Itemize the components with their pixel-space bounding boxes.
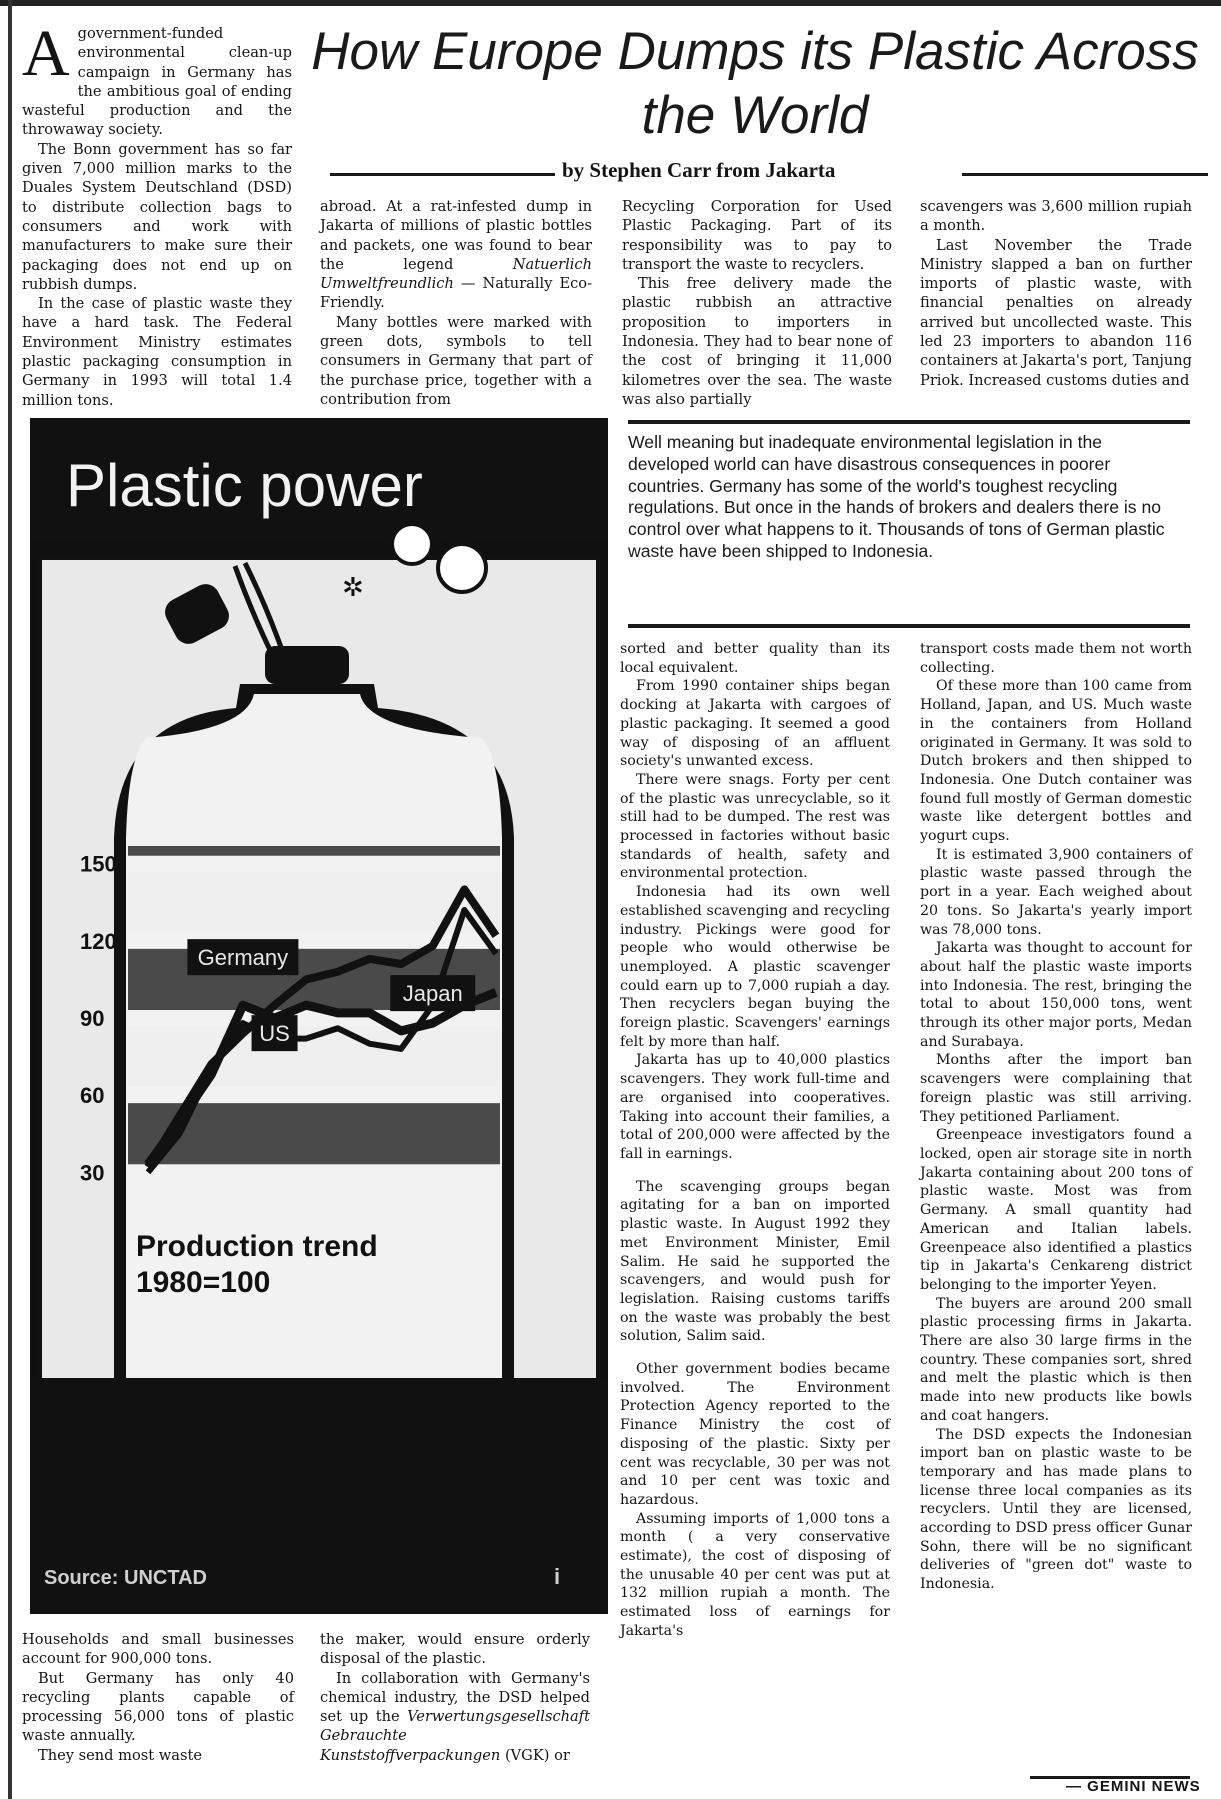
paragraph: Jakarta has up to 40,000 plastics scavengers. They work full-time and are organised into cooperatives. Taking into account their families, a total of 200,000 were affected by the fall in earnings.	[620, 1052, 890, 1162]
paragraph: In collaboration with Germany's chemical industry, the DSD helped set up the Verwertungsgesellschaft Gebrauchte Kunststoffverpackungen (VGK) or	[320, 1669, 590, 1764]
paragraph: scavengers was 3,600 million rupiah a month.	[920, 198, 1192, 235]
paragraph: Recycling Corporation for Used Plastic Packaging. Part of its responsibility was to pay to transport the waste to recyclers.	[622, 198, 892, 273]
y-tick-label: 120	[80, 928, 117, 954]
column-3-top	[622, 197, 892, 409]
chart-stripe	[128, 846, 500, 856]
paragraph: the maker, would ensure orderly disposal of the plastic.	[320, 1631, 590, 1668]
paragraph: This free delivery made the plastic rubbish an attractive proposition to importers in Indonesia. They had to bear none of the cost of bringing it 11,000 kilometres over the sea. The waste was also partially	[622, 275, 892, 408]
paragraph: Households and small businesses account for 900,000 tons.	[22, 1631, 294, 1668]
series-label-germany: Germany	[197, 945, 289, 971]
column-1-bottom	[22, 1630, 294, 1765]
y-tick-label: 60	[80, 1083, 105, 1109]
graphic-mark: i	[554, 1564, 561, 1589]
series-label-us: US	[259, 1021, 290, 1047]
byline: by Stephen Carr from Jakarta	[562, 158, 836, 182]
column-2-bottom	[320, 1630, 590, 1765]
paragraph: The scavenging groups began agitating for a ban on imported plastic waste. In August 1992 they met Environment Minister, Emil Salim. He said he supported the scavengers, and would push for legislation. Raising customs tariffs on the waste was probably the best solution, Salim said.	[620, 1178, 890, 1345]
paragraph: transport costs made them not worth collecting.	[920, 641, 1192, 676]
paragraph: Jakarta was thought to account for about half the plastic waste imports into Indonesia. The rest, bringing the total to about 150,000 tons, went through its other major ports, Medan and Surabaya.	[920, 940, 1192, 1050]
paragraph: But Germany has only 40 recycling plants capable of processing 56,000 tons of plastic waste annually.	[22, 1669, 294, 1745]
left-rule	[8, 0, 12, 1799]
y-tick-label: 90	[80, 1006, 105, 1031]
german-org-name: Verwertungsgesellschaft Gebrauchte Kunststoffverpackungen	[320, 1708, 590, 1764]
paragraph: Many bottles were marked with green dots, symbols to tell consumers in Germany that part of the purchase price, together with a contribution from	[320, 313, 592, 408]
paragraph: In the case of plastic waste they have a hard task. The Federal Environment Ministry estimates plastic packaging consumption in Germany in 1993 will total 1.4 million tons.	[22, 295, 292, 409]
bottle-neck	[265, 646, 349, 684]
paragraph: Of these more than 100 came from Holland, Japan, and US. Much waste in the containers from Holland originated in Germany. It was sold to Dutch brokers and then shipped to Indonesia. One Dutch container was found full mostly of German domestic waste like detergent bottles and yogurt cups.	[920, 678, 1192, 845]
paragraph: Months after the import ban scavengers were complaining that foreign plastic was still arriving. They petitioned Parliament.	[920, 1052, 1192, 1125]
y-tick-label: 30	[80, 1160, 105, 1186]
paragraph: It is estimated 3,900 containers of plastic waste passed through the port in a year. Each weighed about 20 tons. So Jakarta's yearly import was 78,000 tons.	[920, 846, 1192, 938]
paragraph: Indonesia had its own well established scavenging and recycling industry. Pickings were good for people who would otherwise be unemployed. A plastic scavenger could earn up to 7,000 rupiah a day. Then recyclers began buying the foreign plastic. Scavengers' earnings felt by more than half.	[620, 884, 890, 1050]
source-note: Source: UNCTAD	[44, 1567, 207, 1589]
headline: How Europe Dumps its Plastic Across the World	[311, 22, 1199, 145]
paragraph: They send most waste	[38, 1746, 202, 1764]
bottle-base	[126, 1378, 502, 1584]
infographic	[30, 418, 608, 1614]
column-1-top	[22, 17, 292, 410]
chart-subtitle: Production trend	[136, 1230, 378, 1263]
graphic-title: Plastic power	[66, 452, 423, 519]
paragraph: Other government bodies became involved. The Environment Protection Agency reported to the Finance Ministry the cost of disposing of the plastic. Sixty per cent was recyclable, 30 per was not and 10 per cent was toxic and hazardous.	[620, 1361, 890, 1508]
column-2-top	[320, 197, 592, 409]
credit-line: — GEMINI NEWS	[1066, 1778, 1201, 1795]
paragraph: government-funded environmental clean-up campaign in Germany has the ambitious goal of ending wasteful production and the throwaway society.	[22, 25, 292, 139]
column-4-bottom	[920, 640, 1192, 1594]
paragraph: Greenpeace investigators found a locked, open air storage site in north Jakarta containing about 200 tons of plastic waste. Most was from Germany. A small quantity had American and Italian labels. Greenpeace also identified a plastics tip in Jakarta's Cenkareng district belonging to the importer Yeyen.	[920, 1127, 1192, 1293]
paragraph: The DSD expects the Indonesian import ban on plastic waste to be temporary and has made plans to license three local companies as its recyclers. Until they are licensed, according to DSD press officer Gunar Sohn, there will be no significant deliveries of "green dot" waste to Indonesia.	[920, 1426, 1192, 1593]
pull-quote-rule-bottom	[628, 624, 1190, 628]
paragraph: From 1990 container ships began docking at Jakarta with cargoes of plastic packaging. It seemed a good way of disposing of an affluent society's unwanted excess.	[620, 678, 890, 770]
series-label-japan: Japan	[402, 981, 463, 1007]
paragraph: There were snags. Forty per cent of the plastic was unrecyclable, so it still had to be dumped. The rest was processed in factories without basic standards of health, safety and environmental protection.	[620, 771, 890, 882]
sparkle-icon: ✲	[342, 573, 364, 603]
byline-rule	[330, 173, 555, 176]
paragraph: The Bonn government has so far given 7,000 million marks to the Duales System Deutschland (DSD) to distribute collection bags to consumers and work with manufacturers to make sure their packaging does not end up on rubbish dumps.	[22, 140, 292, 293]
pull-quote: Well meaning but inadequate environmental legislation in the developed world can have disastrous consequences in poorer countries. Germany has some of the world's toughest recycling regulations. But once in the hands of brokers and dealers there is no control over what happens to it. Thousands of tons of German plastic waste have been shipped to Indonesia.	[628, 432, 1165, 561]
paragraph: Last November the Trade Ministry slapped a ban on further imports of plastic waste, with financial penalties on already arrived but uncollected waste. This led 23 importers to abandon 116 containers at Jakarta's port, Tanjung Priok. Increased customs duties and	[920, 236, 1192, 389]
paragraph: sorted and better quality than its local equivalent.	[620, 641, 890, 676]
drop-cap: A	[22, 17, 70, 90]
pull-quote-rule-top	[628, 420, 1190, 424]
bubble-icon	[438, 544, 486, 592]
paragraph: abroad. At a rat-infested dump in Jakarta of millions of plastic bottles and packets, one was found to bear the legend Natuerlich Umweltfreundlich — Naturally Eco-Friendly.	[320, 198, 592, 312]
top-rule	[0, 0, 1221, 6]
bubble-icon	[392, 524, 432, 564]
column-3-bottom	[620, 640, 890, 1641]
column-4-top	[920, 197, 1192, 390]
paragraph: Assuming imports of 1,000 tons a month ( a very conservative estimate), the cost of disposing of the unusable 40 per cent was put at 132 million rupiah a month. The estimated loss of earnings for Jakarta's	[620, 1510, 890, 1639]
byline-row	[330, 158, 1210, 192]
infographic-svg	[30, 418, 608, 1614]
y-tick-label: 150	[80, 851, 117, 877]
german-legend: Natuerlich Umweltfreundlich	[320, 255, 592, 293]
chart-subtitle-base: 1980=100	[136, 1266, 271, 1299]
paragraph: The buyers are around 200 small plastic processing firms in Jakarta. There are also 30 large firms in the country. These companies sort, shred and melt the plastic which is then made into new products like bowls and coat hangers.	[920, 1295, 1192, 1424]
byline-rule-right	[962, 173, 1208, 176]
